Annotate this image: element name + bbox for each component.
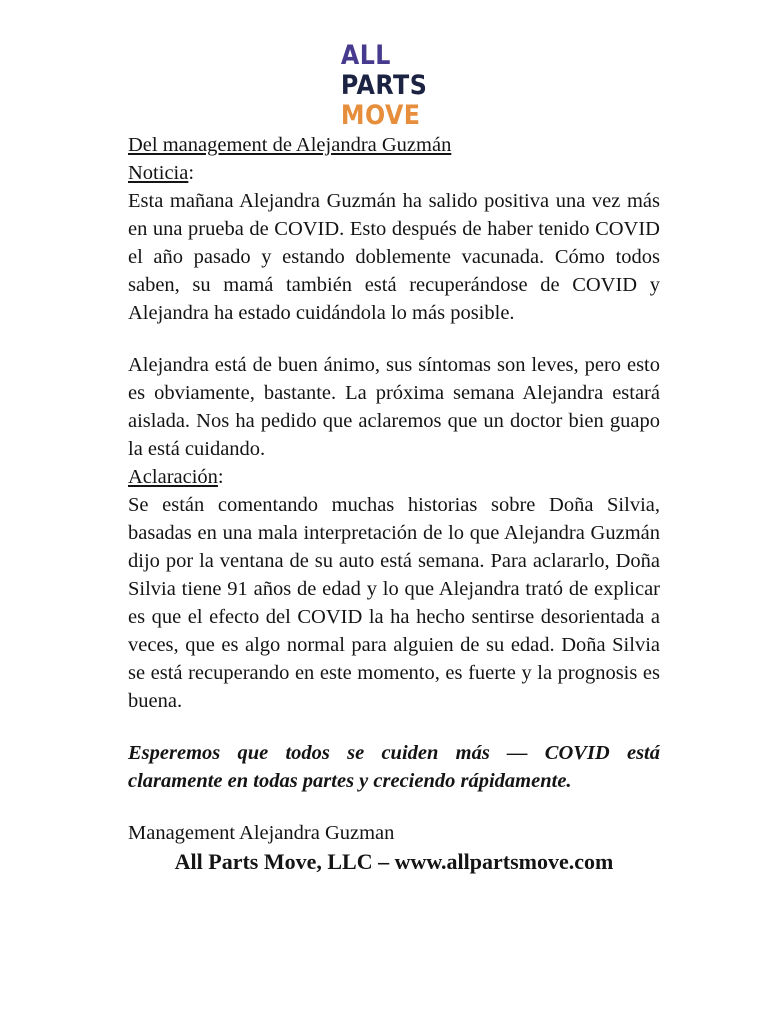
- noticia-label: Noticia: [128, 162, 189, 184]
- document-body: [128, 131, 660, 877]
- logo-line-move: MOVE: [340, 100, 421, 131]
- section-label-aclaracion: [128, 463, 660, 491]
- emphasis-paragraph: Esperemos que todos se cuiden más — COVID está claramente en todas partes y creciendo rápidamente.: [128, 742, 660, 792]
- signature-line: Management Alejandra Guzman: [128, 822, 395, 844]
- company-footer-line: All Parts Move, LLC – www.allpartsmove.com: [174, 849, 614, 874]
- paragraph-noticia: Esta mañana Alejandra Guzmán ha salido positiva una vez más en una prueba de COVID. Esto después de haber tenido COVID el año pasado y estando doblemente vacunada. Cómo todos saben, su mamá también está recuperándose de COVID y Alejandra ha estado cuidándola lo más posible.: [128, 190, 660, 324]
- logo-line-all: ALL: [340, 40, 391, 71]
- all-parts-move-logo: [341, 41, 427, 131]
- logo: [0, 0, 768, 131]
- paragraph-animo: Alejandra está de buen ánimo, sus síntomas son leves, pero esto es obviamente, bastante. La próxima semana Alejandra estará aislada. Nos ha pedido que aclaremos que un doctor bien guapo la está cuidando.: [128, 354, 660, 460]
- aclaracion-label: Aclaración: [128, 466, 218, 488]
- document-title: Del management de Alejandra Guzmán: [128, 134, 452, 156]
- noticia-colon: :: [188, 162, 195, 184]
- section-label-noticia: [128, 159, 660, 187]
- paragraph-aclaracion: Se están comentando muchas historias sobre Doña Silvia, basadas en una mala interpretación de lo que Alejandra Guzmán dijo por la ventana de su auto está semana. Para aclararlo, Doña Silvia tiene 91 años de edad y lo que Alejandra trató de explicar es que el efecto del COVID la ha hecho sentirse desorientada a veces, que es algo normal para alguien de su edad. Doña Silvia se está recuperando en este momento, es fuerte y la prognosis es buena.: [128, 494, 660, 712]
- aclaracion-colon: :: [217, 466, 224, 488]
- logo-line-parts: PARTS: [340, 70, 428, 101]
